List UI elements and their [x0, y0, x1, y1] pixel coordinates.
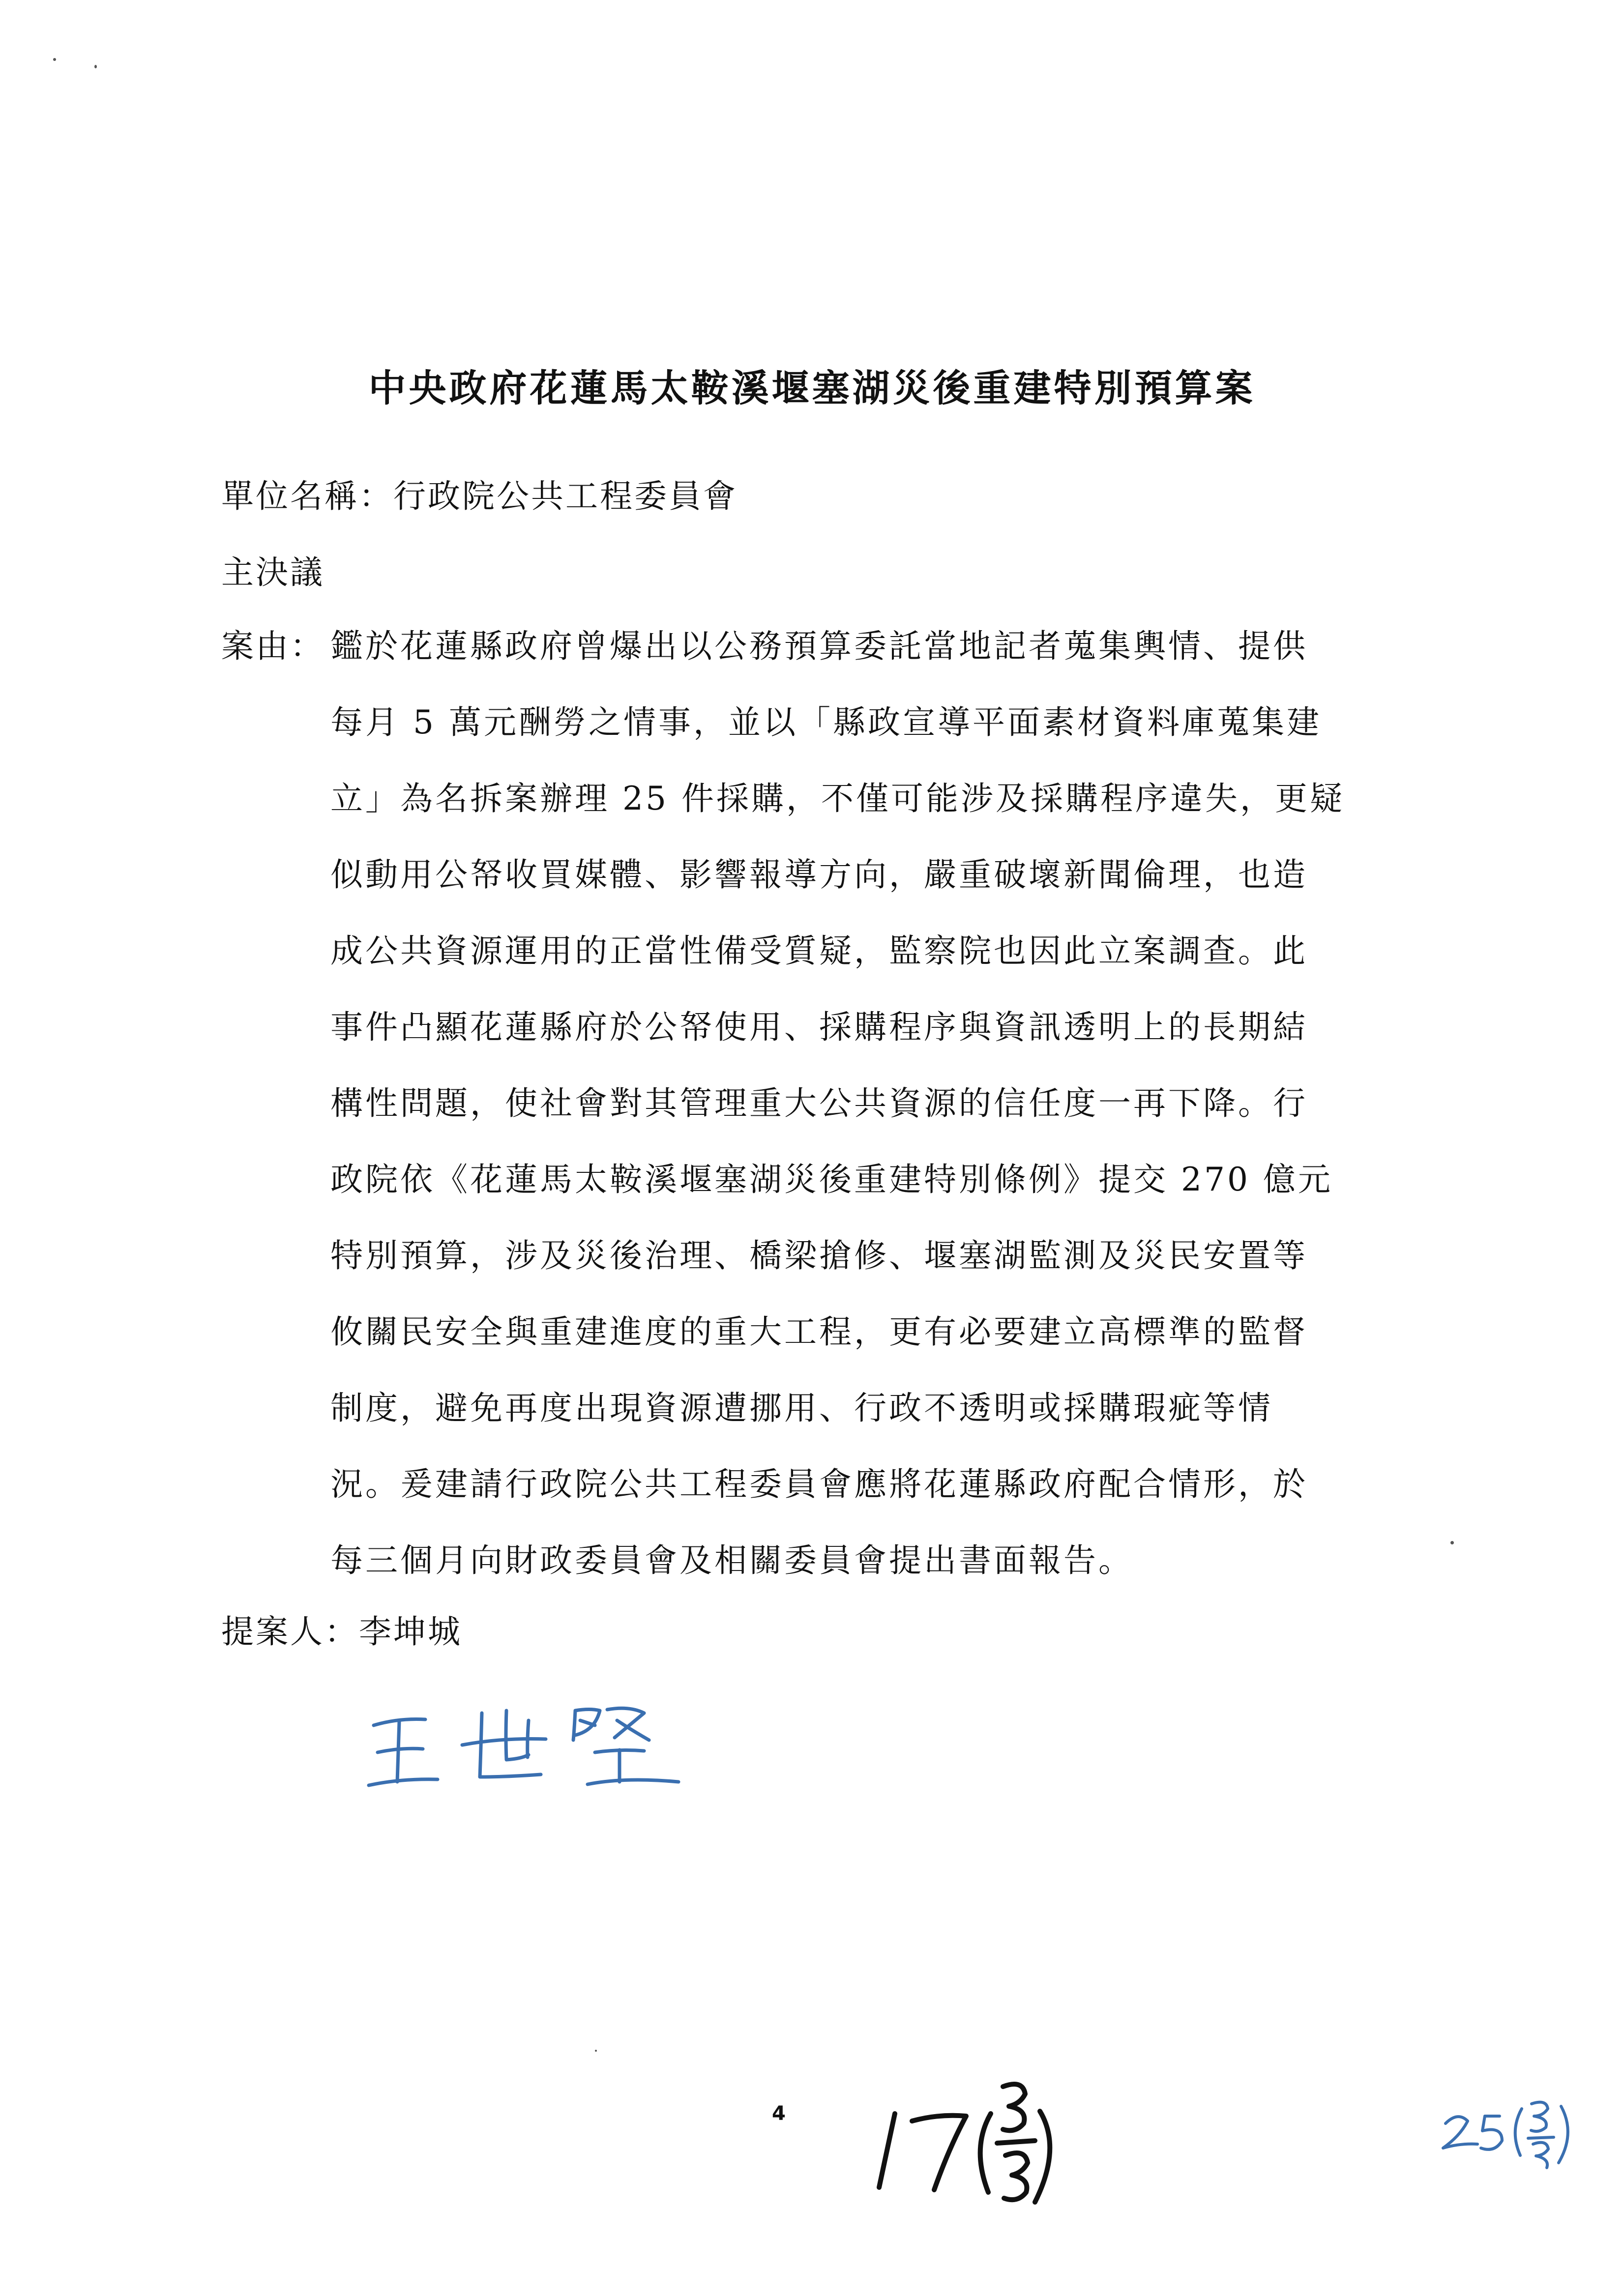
handwritten-page-count [865, 2074, 1141, 2212]
handwritten-corner-mark [1436, 2089, 1603, 2173]
unit-name-label: 單位名稱： [221, 477, 393, 515]
case-line: 成公共資源運用的正當性備受質疑，監察院也因此立案調查。此 [330, 932, 1308, 970]
proposer-name: 李坤城 [359, 1613, 462, 1651]
handwritten-signature [364, 1691, 688, 1804]
case-line: 似動用公帑收買媒體、影響報導方向，嚴重破壞新聞倫理，也造 [330, 856, 1308, 894]
case-line: 況。爰建請行政院公共工程委員會應將花蓮縣政府配合情形，於 [330, 1465, 1308, 1503]
page-number: 4 [772, 2102, 786, 2125]
case-line: 每三個月向財政委員會及相關委員會提出書面報告。 [330, 1541, 1133, 1579]
scan-speck [1450, 1541, 1454, 1544]
proposer-row [221, 1607, 462, 1657]
case-line: 立」為名拆案辦理 25 件採購，不僅可能涉及採購程序違失，更疑 [330, 780, 1345, 817]
case-line: 政院依《花蓮馬太鞍溪堰塞湖災後重建特別條例》提交 270 億元 [330, 1161, 1333, 1198]
scan-speck [94, 65, 97, 68]
case-line: 攸關民安全與重建進度的重大工程，更有必要建立高標準的監督 [330, 1313, 1308, 1351]
case-line: 構性問題，使社會對其管理重大公共資源的信任度一再下降。行 [330, 1084, 1308, 1122]
scan-speck [595, 2050, 597, 2052]
unit-name-value: 行政院公共工程委員會 [393, 477, 738, 515]
case-line: 鑑於花蓮縣政府曾爆出以公務預算委託當地記者蒐集輿情、提供 [330, 627, 1308, 665]
main-decision-heading: 主決議 [221, 553, 325, 591]
scan-speck [53, 58, 56, 61]
unit-name-row [221, 472, 738, 521]
case-label: 案由： [221, 627, 325, 665]
case-line: 每月 5 萬元酬勞之情事，並以「縣政宣導平面素材資料庫蒐集建 [330, 703, 1322, 741]
case-line: 特別預算，涉及災後治理、橋梁搶修、堰塞湖監測及災民安置等 [330, 1237, 1308, 1275]
document-title: 中央政府花蓮馬太鞍溪堰塞湖災後重建特別預算案 [368, 366, 1256, 410]
case-line: 制度，避免再度出現資源遭挪用、行政不透明或採購瑕疵等情 [330, 1389, 1273, 1427]
case-line: 事件凸顯花蓮縣府於公帑使用、採購程序與資訊透明上的長期結 [330, 1008, 1308, 1046]
proposer-label: 提案人： [221, 1613, 359, 1651]
case-body [330, 622, 1447, 1612]
